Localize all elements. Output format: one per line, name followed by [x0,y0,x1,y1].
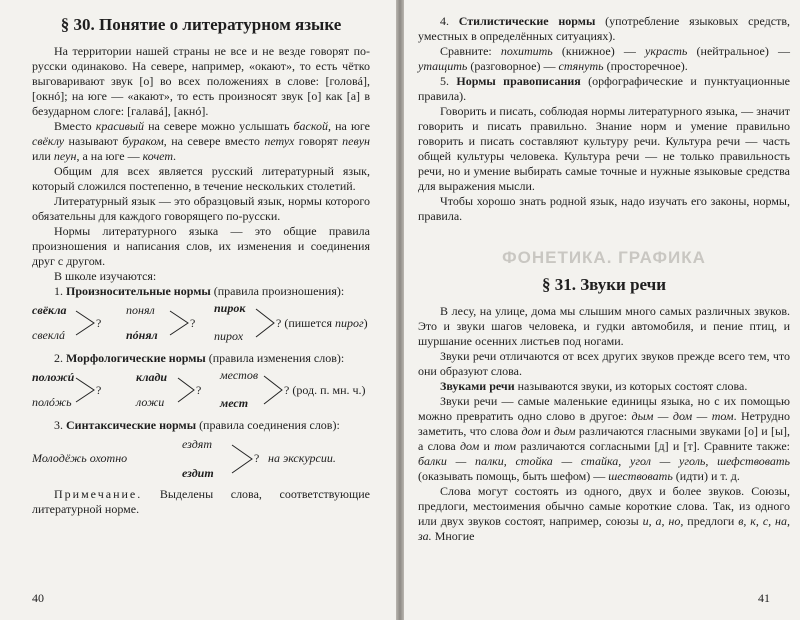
phrase-subject: Молодёжь охотно [32,451,128,465]
left-column [32,14,370,517]
word-pirok: пирок [214,301,246,315]
word-kladi: клади [136,370,168,384]
pronunciation-diagram [32,301,370,347]
word-ponyal-wrong: понял [126,303,155,317]
section-31-heading: § 31. Звуки речи [541,275,667,294]
question-mark: ? [190,316,196,330]
paragraph-norms-definition: Нормы литературного языка — это общие правила произношения и написания слов, их изменения и соединения друг с другом. [32,224,370,268]
phrase-tail: на экскурсии. [268,451,336,465]
norm-item-4: 4. Стилистические нормы (употребление языковых средств, уместных в определённых ситуациях). [418,14,791,43]
word-svekla-wrong: свеклá [32,328,65,342]
word-polozhi: положú [32,370,75,384]
section-header-phonetics: ФОНЕТИКА. ГРАФИКА [502,248,706,267]
word-lozhi: ложи [136,395,165,409]
morphology-diagram [32,368,370,414]
paragraph-school-studies: В школе изучаются: [54,269,157,283]
paragraph-forest-sounds: В лесу, на улице, дома мы слышим много самых различных звуков. Это и звуки шагов человека, и гудки автомобиля, и пение птиц, и шуршание осенних листьев под ногами. [418,304,790,348]
page-number: 41 [758,591,770,605]
paragraph-common-language: Общим для всех является русский литературный язык, который сложился постепенно, в течение нескольких столетий. [32,164,370,193]
morphology-note: ? (род. п. мн. ч.) [284,383,366,397]
syntax-diagram [32,435,370,483]
paragraph-literary-definition: Литературный язык — это образцовый язык, нормы которого обязательны для каждого говорящего по-русски. [32,194,370,223]
page-number: 40 [32,591,44,605]
pronunciation-note: ? (пишется пирог) [276,316,368,330]
question-mark: ? [96,383,102,397]
word-ezdit: ездит [182,466,214,480]
left-page [0,0,396,620]
paragraph-word-examples: Вместо красивый на севере можно услышать баской, на юге свёклу называют бураком, на севере вместо петух говорят певун или пеун, а на юге — кочет. [32,119,370,163]
word-ezdyat: ездят [182,437,213,451]
question-mark: ? [196,383,202,397]
book-gutter [396,0,404,620]
word-mestov: местов [220,368,259,382]
word-svekla-correct: свёкла [32,303,67,317]
question-mark: ? [254,451,260,465]
norm-item-3: 3. Синтаксические нормы (правила соединения слов): [54,418,340,432]
right-column [418,14,790,544]
norm-item-1: 1. Произносительные нормы (правила произношения): [54,284,345,298]
word-pirokh: пирох [214,329,244,343]
paragraph-dialects: На территории нашей страны не все и не везде говорят по-русски одинаково. На севере, например, «окают», то есть чётко выговаривают звук [о] во всех положениях в слове: [головá], [окнó]; на юге — «акают», то есть произносят звук [о] как [а] в безударном слоге: [галавá], [aкнó]. [32,44,370,118]
word-polozh: полóжь [32,395,72,409]
paragraph-speech-sounds-definition: Звуками речи называются звуки, из которых состоят слова. [440,379,748,393]
norm-item-2: 2. Морфологические нормы (правила изменения слов): [54,351,345,365]
section-30-heading: § 30. Понятие о литературном языке [60,15,342,34]
norm-item-5: 5. Нормы правописания (орфографические и пунктуационные правила). [418,74,790,103]
paragraph-speech-culture: Говорить и писать, соблюдая нормы литературного языка, — значит говорить и писать правильно. Знание норм и умение правильно говорить и писать составляют культуру речи. Культура речи — часть общей культуры человека. Культура речи — не только правильность речи, но и умение выбирать самые точные и нужные языковые средства для выражения мысли. [418,104,790,193]
word-ponyal-correct: пóнял [126,328,158,342]
word-mest: мест [220,396,249,410]
paragraph-word-length: Слова могут состоять из одного, двух и более звуков. Союзы, предлоги, местоимения обычно самые короткие слова. Так, из одного или двух звуков состоят, например, союзы и, а, но, предлоги в, к, с, на, за. Многие [418,484,791,543]
question-mark: ? [96,316,102,330]
paragraph-speech-sounds-differ: Звуки речи отличаются от всех других звуков прежде всего тем, что они образуют слова. [418,349,790,378]
comparison-line: Сравните: похитить (книжное) — украсть (нейтральное) — утащить (разговорное) — стянуть (просторечное). [418,44,790,73]
paragraph-smallest-units: Звуки речи — самые маленькие единицы языка, но с их помощью можно превратить одно слово в другое: дым — дом — том. Нетрудно заметить, что слова дом и дым различаются гласными звуками [о] и [ы], а слова дом и том различаются согласными [д] и [т]. Сравните также: балки — палки, стойка — стайка, угол — уголь, шефствовать (оказывать помощь, быть шефом) — шествовать (идти) и т. д. [418,394,791,483]
footnote: Примечание. Выделены слова, соответствующие литературной норме. [32,487,370,516]
paragraph-study-language: Чтобы хорошо знать родной язык, надо изучать его законы, нормы, правила. [418,194,790,223]
right-page [404,0,800,620]
